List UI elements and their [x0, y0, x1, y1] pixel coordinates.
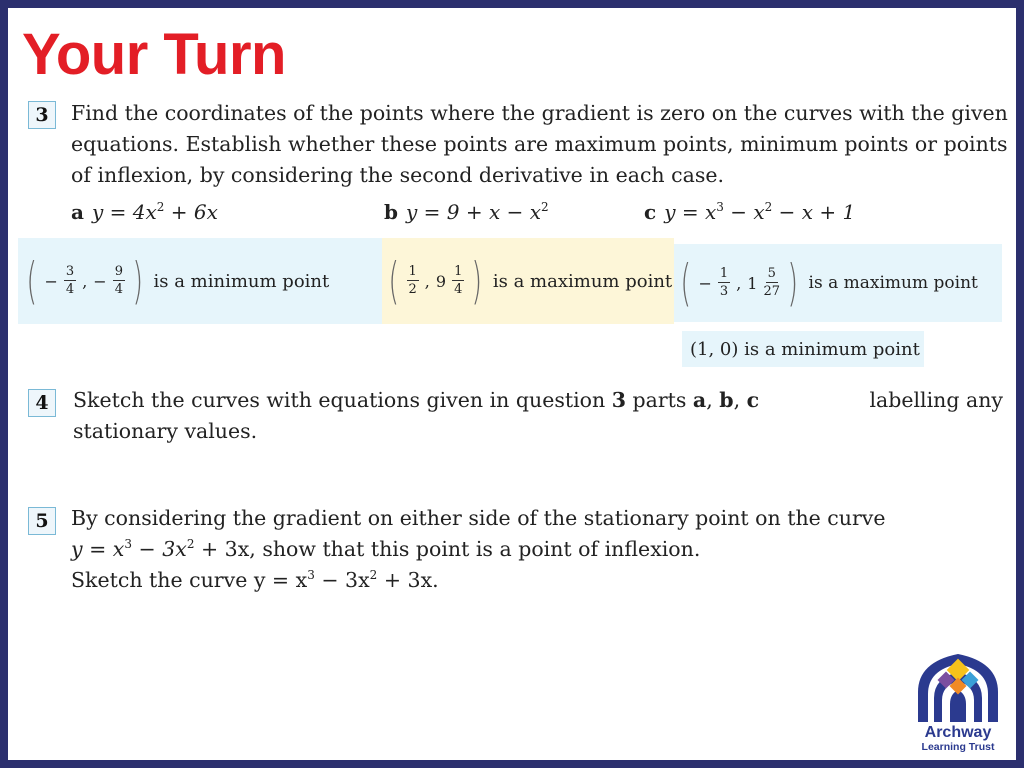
answer-a-frac-1: [64, 265, 76, 296]
q5-exp: 3: [307, 568, 315, 582]
denominator: 4: [114, 282, 123, 297]
left-paren: (: [388, 252, 400, 310]
right-paren: ): [132, 252, 144, 310]
part-letter: a: [71, 200, 84, 224]
right-paren: ): [787, 254, 799, 312]
slide-title: Your Turn: [22, 22, 286, 87]
q5-text: + 3x, show that this point is a point of inflexion.: [194, 537, 701, 561]
right-paren: ): [471, 252, 483, 310]
part-a-expr: y = 4x: [91, 200, 157, 224]
answer-b-frac-1: [407, 265, 419, 296]
numerator: 3: [65, 264, 75, 280]
question-4-number: 4: [28, 389, 56, 417]
answer-a-sign-2: −: [93, 271, 107, 291]
q5-exp: 2: [369, 568, 378, 582]
answer-c-whole: 1: [747, 273, 758, 293]
question-5-text: [71, 503, 886, 596]
part-c-expr-mid: − x: [723, 200, 765, 224]
question-3-line-2: equations. Establish whether these points are maximum points, minimum points or points: [71, 132, 1008, 156]
part-b-exp: 2: [540, 200, 549, 214]
answer-a-label: is a minimum point: [153, 270, 330, 292]
numerator: 5: [767, 266, 776, 282]
q4-bold-a: a: [692, 388, 707, 412]
answer-c-frac-1: [718, 267, 730, 298]
logo-name: Archway: [924, 724, 992, 741]
denominator: 4: [65, 282, 75, 297]
part-c-expr-end: − x + 1: [772, 200, 856, 224]
answer-c-second-box: (1, 0) is a minimum point: [682, 331, 924, 367]
logo-subtitle: Learning Trust: [921, 741, 995, 753]
denominator: 4: [454, 282, 463, 297]
denominator: 2: [408, 282, 417, 297]
question-5-number: 5: [28, 507, 56, 535]
question-4-text: [73, 385, 1003, 447]
question-3-line-3: of inflexion, by considering the second derivative in each case.: [71, 163, 725, 187]
part-c-expr: y = x: [664, 200, 717, 224]
answer-a-box: [18, 238, 382, 324]
question-3-part-c: [644, 200, 855, 224]
answer-b-frac-2: [452, 265, 464, 296]
q4-bold-3: 3: [611, 388, 626, 412]
numerator: 1: [719, 266, 729, 282]
answer-a-sign-1: −: [44, 271, 58, 291]
part-b-expr: y = 9 + x − x: [405, 200, 541, 224]
q4-text-mid: parts: [625, 388, 693, 412]
answer-c-frac-2: [763, 267, 780, 298]
numerator: 9: [114, 264, 123, 280]
question-4-line-2: stationary values.: [73, 419, 258, 443]
q5-text: − 3x: [314, 568, 370, 592]
denominator: 27: [763, 284, 781, 299]
part-letter: c: [644, 200, 657, 224]
question-3-part-a: [71, 200, 218, 224]
q5-exp: 2: [186, 537, 195, 551]
part-a-expr-end: + 6x: [164, 200, 218, 224]
q4-bold-b: b: [719, 388, 734, 412]
q5-expr: − 3x: [132, 537, 187, 561]
archway-arch-icon: [912, 648, 1004, 724]
part-letter: b: [384, 200, 398, 224]
question-3-text: [71, 98, 1008, 191]
answer-b-box: [382, 238, 674, 324]
slide: [8, 8, 1016, 760]
numerator: 1: [408, 264, 417, 280]
answer-b-label: is a maximum point: [492, 270, 673, 292]
q4-sep: ,: [706, 388, 720, 412]
q4-text-start: Sketch the curves with equations given in question: [73, 388, 612, 412]
part-c-exp2: 2: [764, 200, 773, 214]
left-paren: (: [26, 252, 38, 310]
q4-text-right: labelling any: [869, 388, 1003, 412]
q5-exp: 3: [124, 537, 132, 551]
left-paren: (: [680, 254, 692, 312]
question-5-line-2: [71, 534, 886, 565]
q5-text: + 3x.: [377, 568, 439, 592]
q4-bold-c: c: [746, 388, 760, 412]
comma: ,: [736, 273, 742, 293]
comma: ,: [82, 271, 88, 291]
question-5-line-1: By considering the gradient on either side of the stationary point on the curve: [71, 506, 886, 530]
answer-c-label: is a maximum point: [808, 273, 978, 293]
question-5-line-3: [71, 565, 886, 596]
archway-logo: [912, 648, 1004, 756]
answer-b-whole: 9: [435, 271, 447, 291]
q5-expr: y = x: [71, 537, 125, 561]
part-c-exp: 3: [716, 200, 724, 214]
answer-c-box: [674, 244, 1002, 322]
question-3-number: 3: [28, 101, 56, 129]
question-4-line-1: [73, 385, 1003, 416]
denominator: 3: [719, 284, 729, 299]
numerator: 1: [454, 264, 463, 280]
q4-sep: ,: [733, 388, 747, 412]
q5-text: Sketch the curve y = x: [71, 568, 308, 592]
answer-c-sign: −: [698, 273, 712, 293]
question-3-line-1: Find the coordinates of the points where the gradient is zero on the curves with the given: [71, 101, 1008, 125]
answer-a-frac-2: [113, 265, 125, 296]
comma: ,: [424, 271, 430, 291]
part-a-exp: 2: [156, 200, 165, 214]
question-3-part-b: [384, 200, 549, 224]
